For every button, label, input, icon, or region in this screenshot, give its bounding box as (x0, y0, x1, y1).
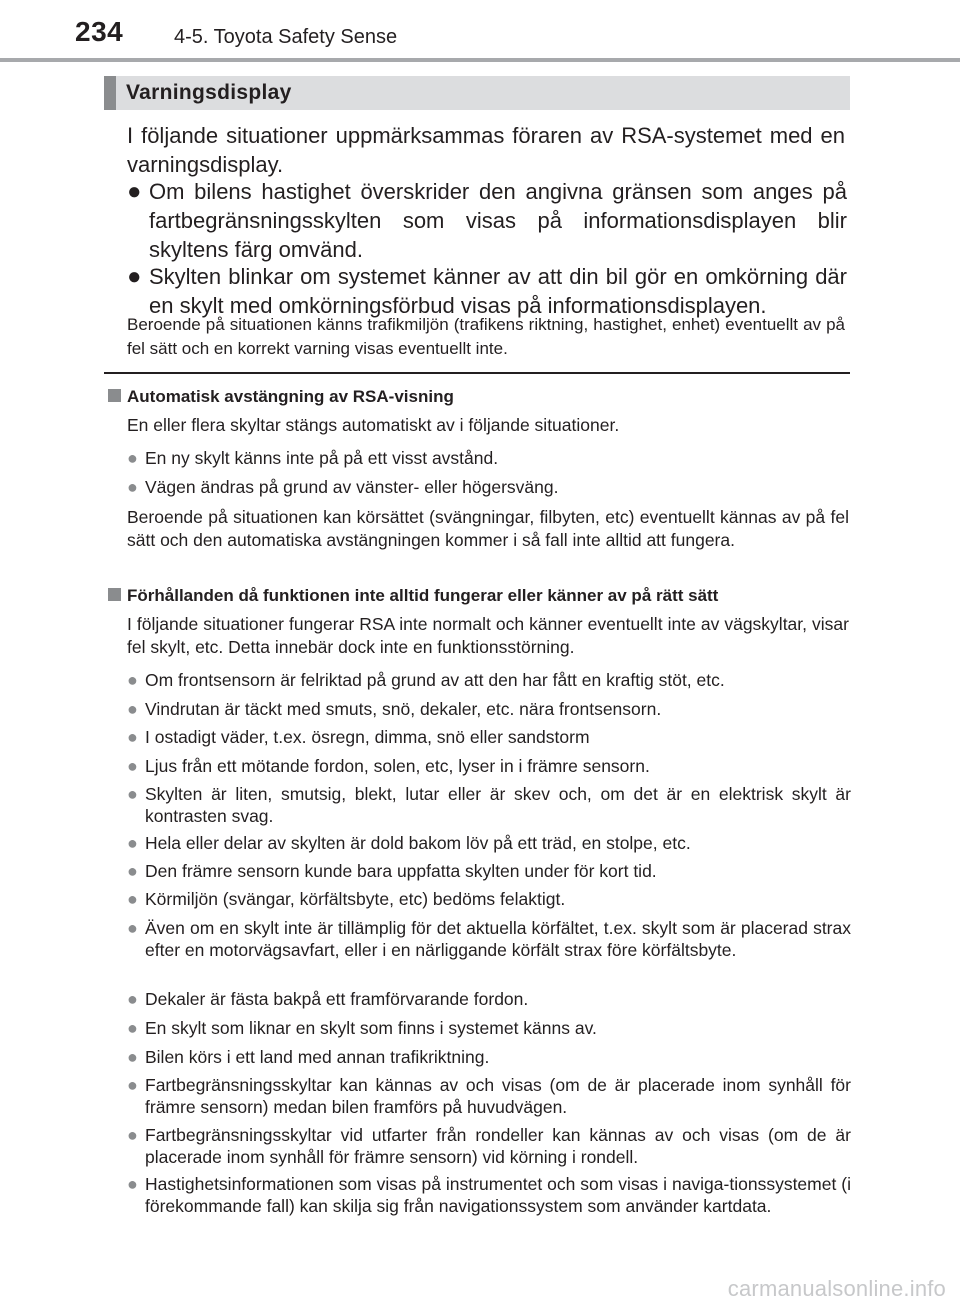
conditions-intro: I följande situationer fungerar RSA inte normalt och känner eventuellt inte av vägskyltar, visar fel skylt, etc. Detta innebär dock inte en funktionsstörning. (127, 614, 849, 657)
list-item-text: Den främre sensorn kunde bara uppfatta skylten under för kort tid. (145, 861, 657, 881)
bullet-dot-icon: ● (127, 1125, 138, 1145)
square-bullet-icon (108, 588, 121, 601)
bullet-dot-icon: ● (127, 727, 138, 747)
bullet-dot-icon: ● (127, 1174, 138, 1194)
list-item-text: Om frontsensorn är felriktad på grund av att den har fått en kraftig stöt, etc. (145, 670, 725, 690)
auto-off-heading-text: Automatisk avstängning av RSA-visning (127, 387, 454, 406)
list-item-text: Vägen ändras på grund av vänster- eller högersväng. (145, 477, 559, 497)
bullet-dot-icon: ● (127, 477, 138, 497)
section-title-accent (104, 76, 116, 110)
list-item-text: Ljus från ett mötande fordon, solen, etc, lyser in i främre sensorn. (145, 756, 650, 776)
bullet-dot-icon: ● (127, 1075, 138, 1095)
page-header (0, 0, 960, 62)
bullet-dot-icon: ● (127, 756, 138, 776)
bullet-dot-icon: ● (127, 861, 138, 881)
bullet-dot-icon: ● (127, 1018, 138, 1038)
list-item-text: I ostadigt väder, t.ex. ösregn, dimma, snö eller sandstorm (145, 727, 590, 747)
conditions-heading-text: Förhållanden då funktionen inte alltid fungerar eller känner av på rätt sätt (127, 586, 719, 605)
bullet-dot-icon: ● (127, 1047, 138, 1067)
auto-off-heading (108, 386, 454, 408)
bullet-dot-icon: ● (127, 178, 142, 205)
section-title-bar (104, 76, 850, 110)
chapter-title: 4-5. Toyota Safety Sense (174, 26, 398, 48)
section-intro: I följande situationer uppmärksammas föraren av RSA-systemet med en varningsdisplay. (127, 123, 845, 177)
list-item-text: Bilen körs i ett land med annan trafikriktning. (145, 1047, 490, 1067)
warning-bullet-text: Om bilens hastighet överskrider den angivna gränsen som anges på fartbegränsningsskylten som visas på informationsdisplayen blir skyltens färg omvänd. (149, 179, 847, 262)
section-divider (104, 372, 850, 374)
bullet-dot-icon: ● (127, 448, 138, 468)
list-item-text: Körmiljön (svängar, körfältsbyte, etc) bedöms felaktigt. (145, 889, 566, 909)
bullet-dot-icon: ● (127, 918, 138, 938)
bullet-dot-icon: ● (127, 263, 142, 290)
page-number: 234 (75, 16, 124, 47)
watermark: carmanualsonline.info (727, 1276, 946, 1301)
square-bullet-icon (108, 389, 121, 402)
bullet-dot-icon: ● (127, 670, 138, 690)
list-item-text: Hela eller delar av skylten är dold bakom löv på ett träd, en stolpe, etc. (145, 833, 691, 853)
bullet-dot-icon: ● (127, 989, 138, 1009)
list-item-text: Även om en skylt inte är tillämplig för det aktuella körfältet, t.ex. skylt som är placerad strax efter en motorvägsavfart, eller i en närliggande körfält strax före körfältsbyte. (145, 918, 851, 960)
list-item-text: Vindrutan är täckt med smuts, snö, dekaler, etc. nära frontsensorn. (145, 699, 662, 719)
bullet-dot-icon: ● (127, 889, 138, 909)
list-item-text: En skylt som liknar en skylt som finns i systemet känns av. (145, 1018, 597, 1038)
list-item-text: Dekaler är fästa bakpå ett framförvarande fordon. (145, 989, 529, 1009)
bullet-dot-icon: ● (127, 833, 138, 853)
list-item-text: Hastighetsinformationen som visas på instrumentet och som visas i naviga-tionssystemet (i förekommande fall) kan skilja sig från navigationssystem som använder kartdata. (145, 1174, 851, 1216)
section-note: Beroende på situationen känns trafikmiljön (trafikens riktning, hastighet, enhet) eventuellt av på fel sätt och en korrekt varning visas eventuellt inte. (127, 315, 845, 358)
list-item-text: Fartbegränsningsskyltar vid utfarter från rondeller kan kännas av och visas (om de är placerade inom synhåll för främre sensorn) vid körning i rondell. (145, 1125, 851, 1167)
bullet-dot-icon: ● (127, 784, 138, 804)
bullet-dot-icon: ● (127, 699, 138, 719)
auto-off-outro: Beroende på situationen kan körsättet (svängningar, filbyten, etc) eventuellt kännas av på fel sätt och den automatiska avstängningen kommer i så fall inte alltid att fungera. (127, 507, 849, 550)
header-rule (0, 58, 960, 62)
section-title: Varningsdisplay (126, 81, 292, 104)
warning-bullet-text: Skylten blinkar om systemet känner av att din bil gör en omkörning där en skylt med omkörningsförbud visas på informationsdisplayen. (149, 264, 847, 318)
list-item-text: En ny skylt känns inte på på ett visst avstånd. (145, 448, 499, 468)
auto-off-intro: En eller flera skyltar stängs automatiskt av i följande situationer. (127, 415, 620, 435)
conditions-heading (108, 585, 718, 607)
list-item-text: Skylten är liten, smutsig, blekt, lutar eller är skev och, om det är en elektrisk skylt är kontrasten svag. (145, 784, 851, 826)
list-item-text: Fartbegränsningsskyltar kan kännas av och visas (om de är placerade inom synhåll för främre sensorn) medan bilen framförs på huvudvägen. (145, 1075, 851, 1117)
